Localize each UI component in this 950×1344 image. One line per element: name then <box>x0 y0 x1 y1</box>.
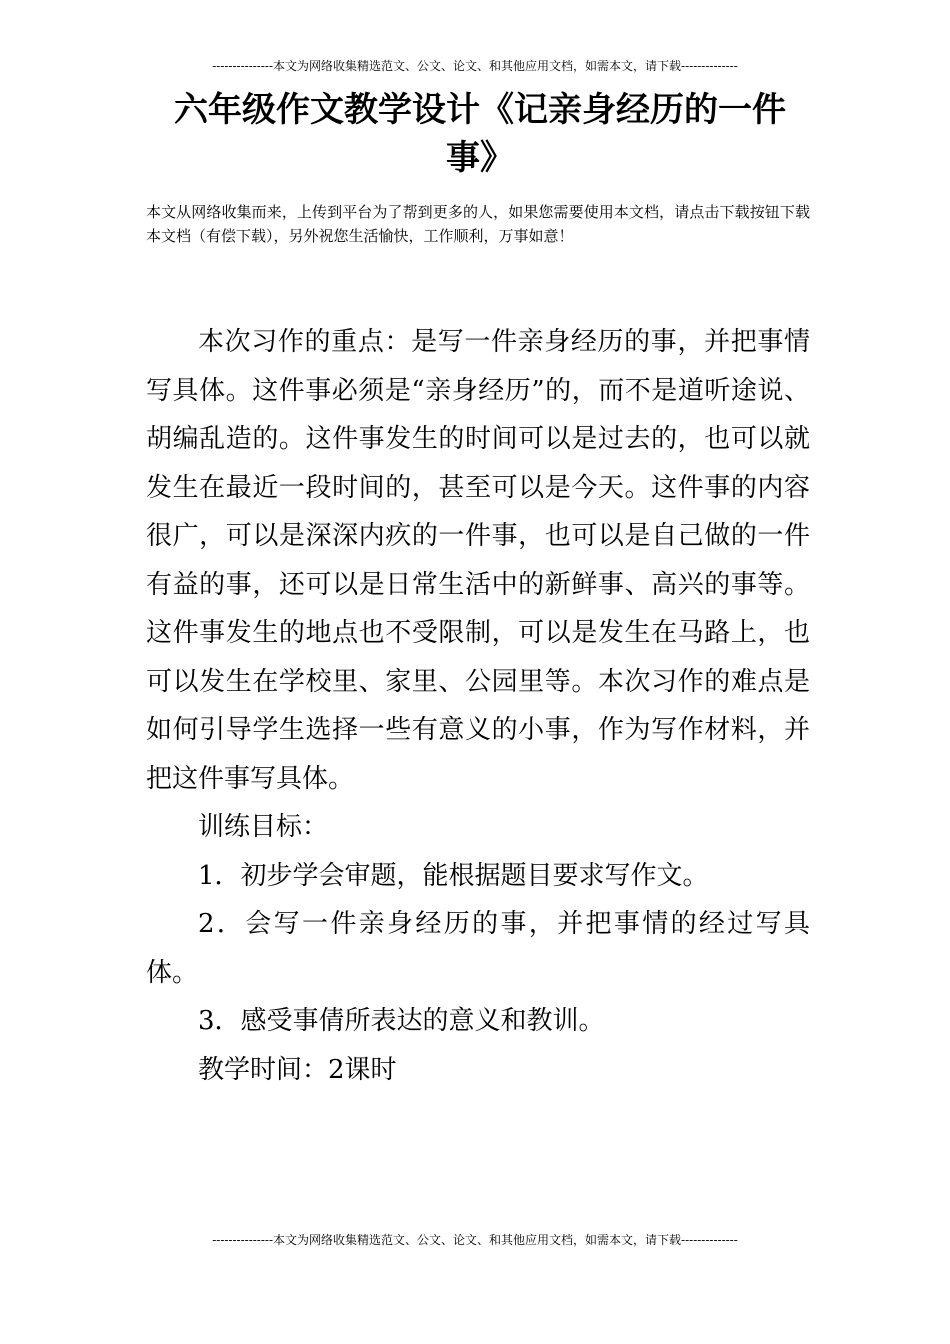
footer-banner: ---------------本文为网络收集精选范文、公文、论文、和其他应用文档，如需本文，请下载-------------- <box>212 1233 738 1247</box>
paragraph-teaching-time: 教学时间：2课时 <box>198 1054 397 1085</box>
paragraph-overview: 本次习作的重点：是写一件亲身经历的事，并把事情写具体。这件事必须是“亲身经历”的，而不是道听途说、胡编乱造的。这件事发生的时间可以是过去的，也可以就发生在最近一段时间的，甚至可以是今天。这件事的内容很广，可以是深深内疚的一件事，也可以是自己做的一件有益的事，还可以是日常生活中的新鲜事、高兴的事等。这件事发生的地点也不受限制，可以是发生在马路上，也可以发生在学校里、家里、公园里等。本次习作的难点是如何引导学生选择一些有意义的小事，作为写作材料，并把这件事写具体。 <box>146 327 810 794</box>
paragraph-goal-3: 3．感受事倩所表达的意义和教训。 <box>198 1006 605 1036</box>
header-banner: ---------------本文为网络收集精选范文、公文、论文、和其他应用文档，如需本文，请下载-------------- <box>212 59 738 73</box>
document-title: 六年级作文教学设计《记亲身经历的一件事》 <box>174 90 786 178</box>
paragraph-goals-heading: 训练目标： <box>198 812 329 842</box>
document-body <box>146 318 810 1094</box>
paragraph-goal-2: 2．会写一件亲身经历的事，并把事情的经过写具体。 <box>146 909 810 988</box>
download-notice: 本文从网络收集而来，上传到平台为了帮到更多的人，如果您需要使用本文档，请点击下载按钮下载本文档（有偿下载），另外祝您生活愉快，工作顺利，万事如意！ <box>146 203 810 245</box>
paragraph-goal-1: 1．初步学会审题，能根据题目要求写作文。 <box>198 860 709 891</box>
